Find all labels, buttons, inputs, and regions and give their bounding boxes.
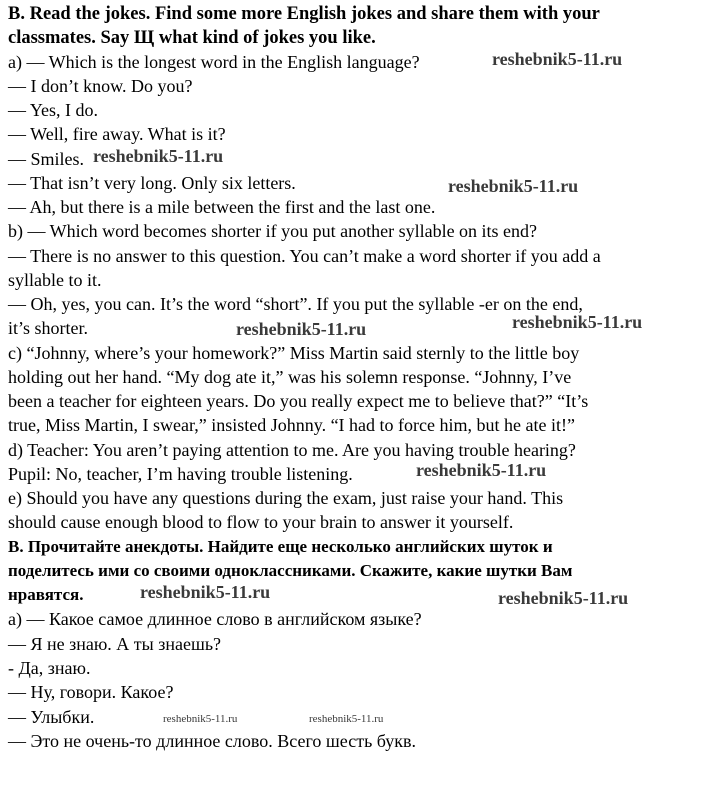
joke-line: e) Should you have any questions during the exam, just raise your hand. This — [8, 488, 564, 508]
watermark: reshebnik5-11.ru — [498, 588, 629, 608]
joke-line: — There is no answer to this question. You can’t make a word shorter if you add a — [8, 246, 601, 266]
joke-line: holding out her hand. “My dog ate it,” was his solemn response. “Johnny, I’ve — [8, 367, 572, 387]
joke-ru-line: — Ну, говори. Какое? — [8, 682, 174, 702]
heading-en-line-2: classmates. Say Щ what kind of jokes you like. — [8, 28, 376, 48]
watermark: reshebnik5-11.ru — [309, 713, 384, 725]
heading-ru-line-3: нравятся. — [8, 585, 84, 604]
joke-line: — Smiles. — [8, 149, 85, 169]
joke-line: syllable to it. — [8, 270, 102, 290]
watermark: reshebnik5-11.ru — [492, 49, 623, 69]
watermark: reshebnik5-11.ru — [416, 460, 547, 480]
joke-ru-line: — Я не знаю. А ты знаешь? — [8, 634, 222, 654]
joke-line: — Yes, I do. — [8, 100, 99, 120]
joke-ru-line: а) — Какое самое длинное слово в английском языке? — [8, 609, 422, 629]
watermark: reshebnik5-11.ru — [140, 582, 271, 602]
joke-line: d) Teacher: You aren’t paying attention to me. Are you having trouble hearing? — [8, 440, 576, 460]
joke-line: it’s shorter. — [8, 318, 88, 338]
joke-line: — Ah, but there is a mile between the first and the last one. — [8, 197, 436, 217]
joke-line: — That isn’t very long. Only six letters. — [8, 173, 296, 193]
joke-line: — I don’t know. Do you? — [8, 76, 193, 96]
joke-ru-line: — Улыбки. — [8, 707, 95, 727]
joke-line: — Well, fire away. What is it? — [8, 124, 226, 144]
joke-line: a) — Which is the longest word in the English language? — [8, 52, 420, 72]
joke-line: b) — Which word becomes shorter if you put another syllable on its end? — [8, 221, 538, 241]
heading-en-line-1: B. Read the jokes. Find some more English jokes and share them with your — [8, 4, 600, 24]
joke-ru-line: - Да, знаю. — [8, 658, 91, 678]
joke-line: — Oh, yes, you can. It’s the word “short”. If you put the syllable -er on the end, — [8, 294, 583, 314]
watermark: reshebnik5-11.ru — [512, 312, 643, 332]
watermark: reshebnik5-11.ru — [93, 146, 224, 166]
joke-ru-line: — Это не очень-то длинное слово. Всего шесть букв. — [8, 731, 416, 751]
joke-line: should cause enough blood to flow to your brain to answer it yourself. — [8, 512, 514, 532]
watermark: reshebnik5-11.ru — [163, 713, 238, 725]
joke-line: been a teacher for eighteen years. Do you really expect me to believe that?” “It’s — [8, 391, 589, 411]
joke-line: c) “Johnny, where’s your homework?” Miss Martin said sternly to the little boy — [8, 343, 580, 363]
watermark: reshebnik5-11.ru — [236, 319, 367, 339]
joke-line: Pupil: No, teacher, I’m having trouble listening. — [8, 464, 353, 484]
watermark: reshebnik5-11.ru — [448, 176, 579, 196]
joke-line: true, Miss Martin, I swear,” insisted Johnny. “I had to force him, but he ate it!” — [8, 415, 575, 435]
heading-ru-line-1: В. Прочитайте анекдоты. Найдите еще несколько английских шуток и — [8, 537, 553, 556]
heading-ru-line-2: поделитесь ими со своими одноклассниками. Скажите, какие шутки Вам — [8, 561, 573, 580]
